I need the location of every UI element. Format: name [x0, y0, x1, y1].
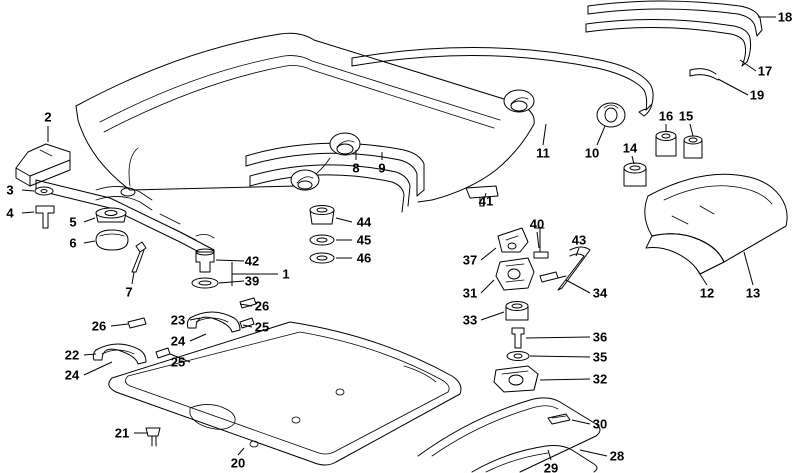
callout-46: 46 [356, 250, 372, 266]
callout-21: 21 [114, 425, 130, 441]
callout-28: 28 [609, 448, 625, 464]
part-bushing-15 [684, 136, 702, 158]
callout-36: 36 [592, 329, 608, 345]
part-clip-21 [146, 428, 160, 446]
part-bow-8 [250, 165, 410, 212]
callout-24-right: 24 [170, 333, 186, 349]
callout-40: 40 [529, 216, 545, 232]
callout-37: 37 [462, 252, 478, 268]
part-ring-fitting-b [291, 170, 319, 190]
part-washer-46 [310, 253, 334, 263]
part-rear-window-frame-17 [586, 19, 751, 66]
part-ring-fitting-10 [597, 103, 625, 127]
callout-4: 4 [6, 205, 14, 221]
callout-3: 3 [6, 182, 14, 198]
callout-12: 12 [699, 285, 715, 301]
part-trim-panel-29 [472, 446, 597, 473]
callout-24-left: 24 [64, 367, 80, 383]
callout-1: 1 [282, 266, 290, 282]
part-washer-3 [35, 187, 53, 195]
part-clip-26a [240, 298, 256, 308]
callout-42: 42 [244, 253, 260, 269]
callout-5: 5 [69, 214, 77, 230]
part-latch-bracket-37 [498, 228, 528, 252]
part-screw-36 [512, 328, 524, 348]
part-latch-body-31 [496, 258, 534, 290]
callout-18: 18 [777, 9, 793, 25]
callout-32: 32 [592, 371, 608, 387]
part-ring-fitting-c [504, 90, 534, 112]
part-clip-26b [128, 318, 146, 328]
callout-29: 29 [543, 460, 559, 473]
callout-2: 2 [44, 109, 52, 125]
callout-30: 30 [592, 416, 608, 432]
callout-7: 7 [125, 284, 133, 300]
part-clip-25b [156, 348, 170, 358]
callout-14: 14 [622, 140, 638, 156]
callout-35: 35 [592, 349, 608, 365]
callout-25-mid: 25 [170, 354, 186, 370]
part-pin-7 [132, 242, 146, 272]
callout-45: 45 [356, 232, 372, 248]
part-seal-19 [690, 69, 718, 80]
callout-33: 33 [462, 312, 478, 328]
part-bushing-5 [96, 208, 126, 222]
callout-8: 8 [352, 160, 360, 176]
callout-20: 20 [230, 455, 246, 471]
callout-44: 44 [356, 214, 372, 230]
callout-41: 41 [478, 193, 494, 209]
part-cover-panel-12 [646, 206, 724, 274]
part-rod-43 [558, 247, 590, 290]
part-rear-window-seal-18 [588, 1, 762, 36]
part-bushing-44 [310, 206, 334, 225]
callout-17: 17 [757, 63, 773, 79]
part-bushing-16 [656, 132, 676, 157]
part-trim-panel-28 [418, 398, 600, 472]
callout-34: 34 [592, 285, 608, 301]
callout-26-top: 26 [254, 298, 270, 314]
part-bolt-4 [36, 206, 54, 228]
part-fitting-42 [196, 249, 214, 272]
callout-25-top: 25 [254, 319, 270, 335]
part-pin-34 [540, 272, 566, 282]
callout-39: 39 [244, 273, 260, 289]
part-clip-30 [548, 414, 570, 424]
part-latch-40 [534, 228, 548, 258]
callout-9: 9 [378, 160, 386, 176]
leader-lines [22, 17, 776, 460]
part-washer-45 [310, 235, 334, 245]
callout-19: 19 [749, 87, 765, 103]
part-bracket-32 [494, 366, 538, 392]
part-grip-22 [93, 344, 146, 364]
callout-15: 15 [678, 108, 694, 124]
callout-23: 23 [170, 312, 186, 328]
callout-16: 16 [658, 108, 674, 124]
part-seal-39 [192, 278, 218, 288]
part-bushing-33 [506, 302, 528, 321]
callout-26-left: 26 [91, 318, 107, 334]
part-bushing-14 [624, 163, 646, 186]
part-cap-6 [96, 230, 128, 250]
callout-31: 31 [462, 285, 478, 301]
callout-10: 10 [584, 145, 600, 161]
callout-11: 11 [536, 145, 550, 161]
callout-13: 13 [745, 285, 761, 301]
part-washer-35 [507, 352, 529, 361]
part-grip-23 [187, 312, 240, 332]
callout-43: 43 [571, 232, 587, 248]
callout-22: 22 [64, 347, 80, 363]
callout-6: 6 [69, 235, 77, 251]
